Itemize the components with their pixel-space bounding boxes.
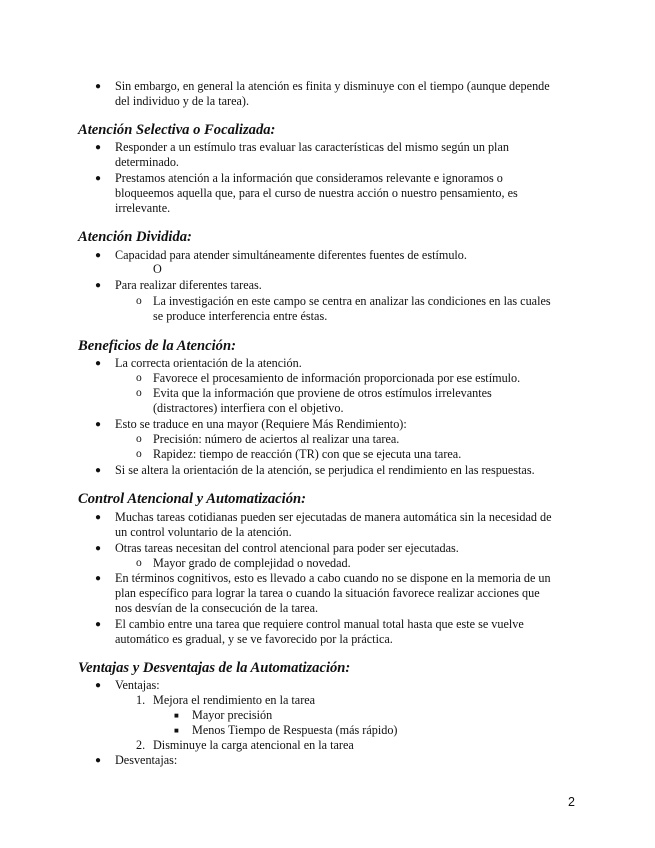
control-item3-line3: nos desvían de la consecución de la tarea.: [115, 601, 319, 615]
bullet-icon: ●: [95, 465, 102, 476]
bullet-icon: ●: [95, 250, 102, 261]
selectiva-item2-line2: bloqueemos aquella que, para el curso de nuestra acción o nuestro pensamiento, es: [115, 186, 518, 200]
bullet-icon: ●: [95, 573, 102, 584]
bullet-icon: ●: [95, 543, 102, 554]
circle-bullet-icon: o: [136, 557, 142, 569]
ventajas-num1-sub2: Menos Tiempo de Respuesta (más rápido): [192, 723, 398, 737]
heading-control-atencional: Control Atencional y Automatización:: [78, 491, 306, 507]
control-item4-line1: El cambio entre una tarea que requiere control manual total hasta que este se vuelve: [115, 617, 524, 631]
square-bullet-icon: ■: [174, 726, 179, 735]
beneficios-item1-sub2-line2: (distractores) interfiera con el objetivo.: [153, 401, 344, 415]
control-item2-sub: Mayor grado de complejidad o novedad.: [153, 556, 351, 570]
list-number-2: 2.: [136, 738, 146, 752]
dividida-sub1-line2: se produce interferencia entre éstas.: [153, 309, 328, 323]
ventajas-num1-sub1: Mayor precisión: [192, 708, 273, 722]
ventajas-num2: Disminuye la carga atencional en la tarea: [153, 738, 354, 752]
ventajas-label: Ventajas:: [115, 678, 160, 692]
circle-bullet-icon: o: [136, 372, 142, 384]
desventajas-label: Desventajas:: [115, 753, 178, 767]
control-item3-line1: En términos cognitivos, esto es llevado a cabo cuando no se dispone en la memoria de un: [115, 571, 551, 585]
selectiva-item2-line3: irrelevante.: [115, 201, 171, 215]
circle-bullet-icon: o: [136, 295, 142, 307]
beneficios-item2-sub2: Rapidez: tiempo de reacción (TR) con que se ejecuta una tarea.: [153, 447, 462, 461]
bullet-icon: ●: [95, 619, 102, 630]
bullet-icon: ●: [95, 358, 102, 369]
circle-bullet-icon: o: [136, 387, 142, 399]
selectiva-item1-line2: determinado.: [115, 155, 179, 169]
intro-text-line1: Sin embargo, en general la atención es finita y disminuye con el tiempo (aunque depende: [115, 79, 550, 93]
beneficios-item2: Esto se traduce en una mayor (Requiere Más Rendimiento):: [115, 417, 407, 431]
bullet-icon: ●: [95, 280, 102, 291]
bullet-icon: ●: [95, 419, 102, 430]
dividida-stray-o: O: [153, 262, 162, 276]
control-item3-line2: plan específico para lograr la tarea o cuando la situación favorece realizar acciones que: [115, 586, 540, 600]
bullet-icon: ●: [95, 680, 102, 691]
selectiva-item1-line1: Responder a un estímulo tras evaluar las características del mismo según un plan: [115, 140, 509, 154]
control-item2: Otras tareas necesitan del control atencional para poder ser ejecutadas.: [115, 541, 459, 555]
square-bullet-icon: ■: [174, 711, 179, 720]
bullet-icon: ●: [95, 512, 102, 523]
page-number: 2: [568, 795, 575, 809]
heading-ventajas-desventajas: Ventajas y Desventajas de la Automatización:: [78, 660, 351, 676]
control-item1-line1: Muchas tareas cotidianas pueden ser ejecutadas de manera automática sin la necesidad de: [115, 510, 552, 524]
dividida-item1: Capacidad para atender simultáneamente diferentes fuentes de estímulo.: [115, 248, 467, 262]
beneficios-item1-sub1: Favorece el procesamiento de información proporcionada por ese estímulo.: [153, 371, 521, 385]
dividida-item2: Para realizar diferentes tareas.: [115, 278, 262, 292]
ventajas-num1: Mejora el rendimiento en la tarea: [153, 693, 316, 707]
dividida-sub1-line1: La investigación en este campo se centra en analizar las condiciones en las cuales: [153, 294, 551, 308]
bullet-icon: ●: [95, 142, 102, 153]
intro-text-line2: del individuo y de la tarea).: [115, 94, 250, 108]
heading-beneficios: Beneficios de la Atención:: [78, 338, 236, 354]
bullet-icon: ●: [95, 81, 102, 92]
circle-bullet-icon: o: [136, 448, 142, 460]
beneficios-item1-sub2-line1: Evita que la información que proviene de otros estímulos irrelevantes: [153, 386, 492, 400]
circle-bullet-icon: o: [136, 433, 142, 445]
beneficios-item1: La correcta orientación de la atención.: [115, 356, 302, 370]
bullet-icon: ●: [95, 173, 102, 184]
selectiva-item2-line1: Prestamos atención a la información que consideramos relevante e ignoramos o: [115, 171, 503, 185]
heading-atencion-selectiva: Atención Selectiva o Focalizada:: [78, 122, 276, 138]
list-number-1: 1.: [136, 693, 146, 707]
control-item1-line2: un control voluntario de la atención.: [115, 525, 292, 539]
heading-atencion-dividida: Atención Dividida:: [78, 229, 192, 245]
bullet-icon: ●: [95, 755, 102, 766]
control-item4-line2: automático es gradual, y se ve favorecido por la práctica.: [115, 632, 393, 646]
beneficios-item2-sub1: Precisión: número de aciertos al realizar una tarea.: [153, 432, 400, 446]
beneficios-item3: Si se altera la orientación de la atención, se perjudica el rendimiento en las respuestas.: [115, 463, 535, 477]
